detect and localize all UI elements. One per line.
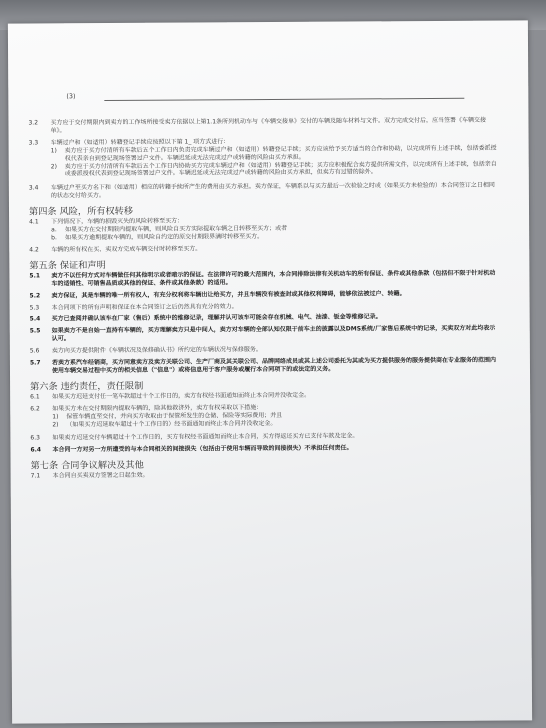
clause-3-3-item: 1) 卖方应于买方付清所有车款后五个工作日内负责完成车辆过户和（如适用）转籍登记手续；买方应该给予买方适当的合作和协助，以完成所有上述手续，包括委派授权代表亲自到登记现场签署过户文件。车辆迟延或无法完成过户或转籍的风险由买方承担。: [50, 144, 497, 162]
clause-5-6: 5.6 卖方向买方提供附件《车辆状况及保修确认书》所约定的车辆状况与保修服务。: [29, 346, 262, 355]
article-4-title: 第四条 风险，所有权转移: [28, 205, 134, 218]
clause-6-4: 6.4 本合同一方对另一方所遭受的与本合同相关的间接损失（包括由于使用车辆而导致的间接损失）不承担任何责任。: [30, 444, 353, 454]
clause-5-4: 5.4 买方已查阅并确认该车在厂家（售后）系统中的维修记录，理解并认可该车可能会存在机械、电气、油漆、钣金等维修记录。: [29, 313, 382, 323]
clause-5-7: 5.7 若卖方系汽车经销商，买方同意卖方及卖方关联公司、生产厂商及其关联公司、品牌网络成员或其上述公司委托为其或为买方提供服务的服务提供商在专业服务的范围内使用车辆交易过程中买方的相关信息（"信息"）或将信息用于客户服务或履行本合同项下的或法定的义务。: [29, 356, 496, 375]
clause-4-1-item: b. 如果买方逾期提取车辆的，则风险自约定的原交付期限界满时转移至买方。: [51, 233, 264, 242]
clause-7-1: 7.1 本合同自买卖双方签署之日起生效。: [30, 472, 149, 480]
clause-6-3: 6.3 如果卖方迟延交付车辆超过十个工作日的，买方有权经书面通知而终止本合同，买方得返还买方已支付车款及定金。: [30, 432, 359, 442]
clause-4-1: 4.1 下列情况下，车辆的损毁灭失的风险转移至买方：: [29, 217, 184, 226]
clause-6-1: 6.1 如果买方迟延支付任一笔车款超过十个工作日的，卖方有权经书面通知而终止本合同并没收定金。: [30, 391, 311, 401]
clause-5-1: 5.1 卖方不以任何方式对车辆做任何其他明示或者暗示的保证。在法律许可的最大范围内，本合同排除法律有关机动车的所有保证、条件或其他条款（包括但不限于针对机动车的适销性、可销售品质或其他的保证、条件或其他条款）的适用。: [29, 269, 496, 288]
clause-3-3: 3.3 车辆过户和（如适用）转籍登记手续应按照以下第 1_ 项方式进行：: [28, 138, 230, 147]
clause-4-2: 4.2 车辆的所有权在买、卖双方完成车辆交付时转移至买方。: [29, 245, 202, 254]
blank-item-label: (3): [66, 92, 76, 101]
article-6-title: 第六条 违约责任，责任限制: [30, 380, 144, 393]
blank-fill-line: [104, 98, 464, 101]
clause-3-4: 3.4 车辆过户至买方名下和（如适用）相应的转籍手续所产生的费用由买方承担。卖方保证，车辆系以与买方最后一次检验之时或（如果买方未检验的）本合同签订之日相同的状态交付给买方。: [28, 181, 495, 200]
article-7-title: 第七条 合同争议解决及其他: [30, 460, 144, 472]
clause-4-1-item: a. 如果买方在交付期限内提取车辆，则风险自买方实际提取车辆之日转移至买方；或者: [51, 224, 288, 234]
clause-5-5: 5.5 如果卖方不是自始一直持有车辆的，买方理解卖方只是中间人，卖方对车辆的全部认知仅限于前车主的披露以及DMS系统/厂家售后系统中的记录，买卖双方对此均表示认可。: [29, 324, 496, 343]
contract-body: [28, 117, 500, 481]
article-5-title: 第五条 保证和声明: [29, 259, 106, 272]
clause-6-2-item: 1) 保管车辆直至交付，并向买方收取由于保管所发生的仓储、保险等实际费用；并且: [52, 411, 283, 420]
clause-6-2-item: 2) （如果买方迟延取车超过十个工作日的）经书面通知而终止本合同并没收定金。: [52, 419, 277, 428]
clause-6-2: 6.2 如果买方未在交付期限内提取车辆的，除其他救济外，卖方有权采取以下措施：: [30, 403, 263, 413]
contract-page: [8, 20, 532, 723]
clause-3-2: 3.2 买方应于交付期限内到卖方的工作场所接受卖方依据以上第1.1条所列机动车与《车辆交接单》交付的车辆及随车材料与文件。双方完成交付后，应当签署《车辆交接单》。: [28, 116, 487, 135]
clause-3-3-item: 2) 卖方应于买方付清所有车款后五个工作日内协助买方完成车辆过户和（如适用）转籍登记手续；买方应积极配合卖方提供所需文件，以完成所有上述手续，包括亲自或委派授权代表到登记现场签署过户文件。车辆迟延或无法完成过户或转籍的风险由买方承担，但卖方有过错的除外。: [50, 160, 497, 178]
clause-5-2: 5.2 卖方保证，其是车辆的唯一所有权人，有充分权利将车辆出让给买方，并且车辆没有被查封或其他权利障碍，能够依法被过户、转籍。: [29, 289, 406, 300]
clause-5-3: 5.3 本合同项下的所有声明和保证在本合同签订之后仍然具有充分的效力。: [29, 302, 238, 311]
